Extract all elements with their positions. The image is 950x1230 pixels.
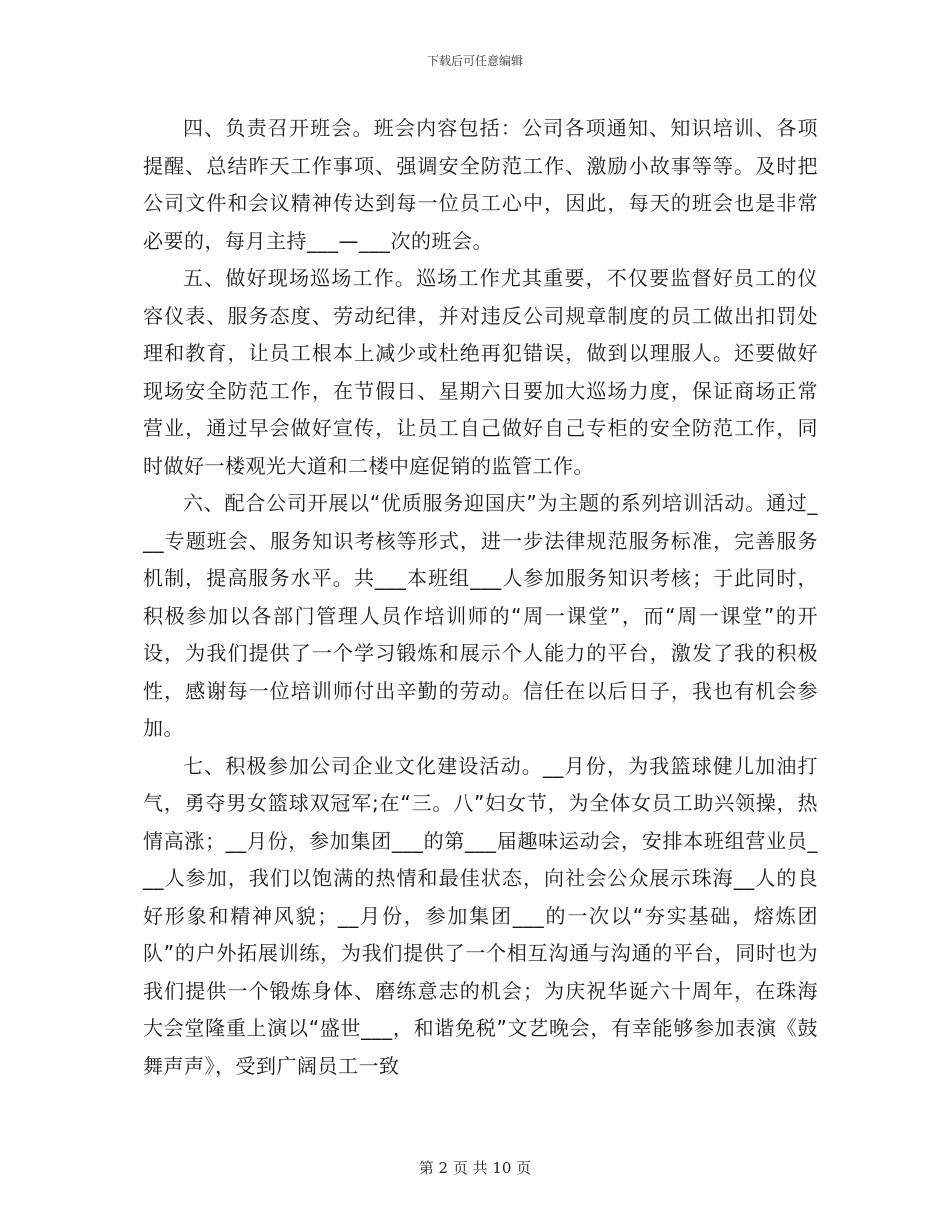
- page-header: 下载后可任意编辑: [426, 54, 523, 68]
- document-body: [143, 110, 818, 1085]
- paragraph-5: 五、做好现场巡场工作。巡场工作尤其重要，不仅要监督好员工的仪容仪表、服务态度、劳动纪律，并对违反公司规章制度的员工做出扣罚处理和教育，让员工根本上减少或杜绝再犯错误，做到以理服人。还要做好现场安全防范工作，在节假日、星期六日要加大巡场力度，保证商场正常营业，通过早会做好宣传，让员工自己做好自己专柜的安全防范工作，同时做好一楼观光大道和二楼中庭促销的监管工作。: [143, 266, 818, 478]
- paragraph-6: 六、配合公司开展以“优质服务迎国庆”为主题的系列培训活动。通过___专题班会、服务知识考核等形式，进一步法律规范服务标准，完善服务机制，提高服务水平。共___本班组___人参加服务知识考核；于此同时，积极参加以各部门管理人员作培训师的“周一课堂”，而“周一课堂”的开设，为我们提供了一个学习锻炼和展示个人能力的平台，激发了我的积极性，感谢每一位培训师付出辛勤的劳动。信任在以后日子，我也有机会参加。: [143, 491, 818, 740]
- paragraph-4: 四、负责召开班会。班会内容包括：公司各项通知、知识培训、各项提醒、总结昨天工作事项、强调安全防范工作、激励小故事等等。及时把公司文件和会议精神传达到每一位员工心中，因此，每天的班会也是非常必要的，每月主持___—___次的班会。: [143, 116, 818, 253]
- page-number-footer: 第 2 页 共 10 页: [418, 1159, 532, 1177]
- paragraph-7: 七、积极参加公司企业文化建设活动。__月份，为我篮球健儿加油打气，勇夺男女篮球双冠军;在“三。八”妇女节，为全体女员工助兴领操，热情高涨；__月份，参加集团___的第___届趣味运动会，安排本班组营业员___人参加，我们以饱满的热情和最佳状态，向社会公众展示珠海__人的良好形象和精神风貌；__月份，参加集团___的一次以“夯实基础，熔炼团队”的户外拓展训练，为我们提供了一个相互沟通与沟通的平台，同时也为我们提供一个锻炼身体、磨练意志的机会；为庆祝华诞六十周年，在珠海大会堂隆重上演以“盛世___，和谐免税”文艺晚会，有幸能够参加表演《鼓舞声声》，受到广阔员工一致: [143, 753, 818, 1078]
